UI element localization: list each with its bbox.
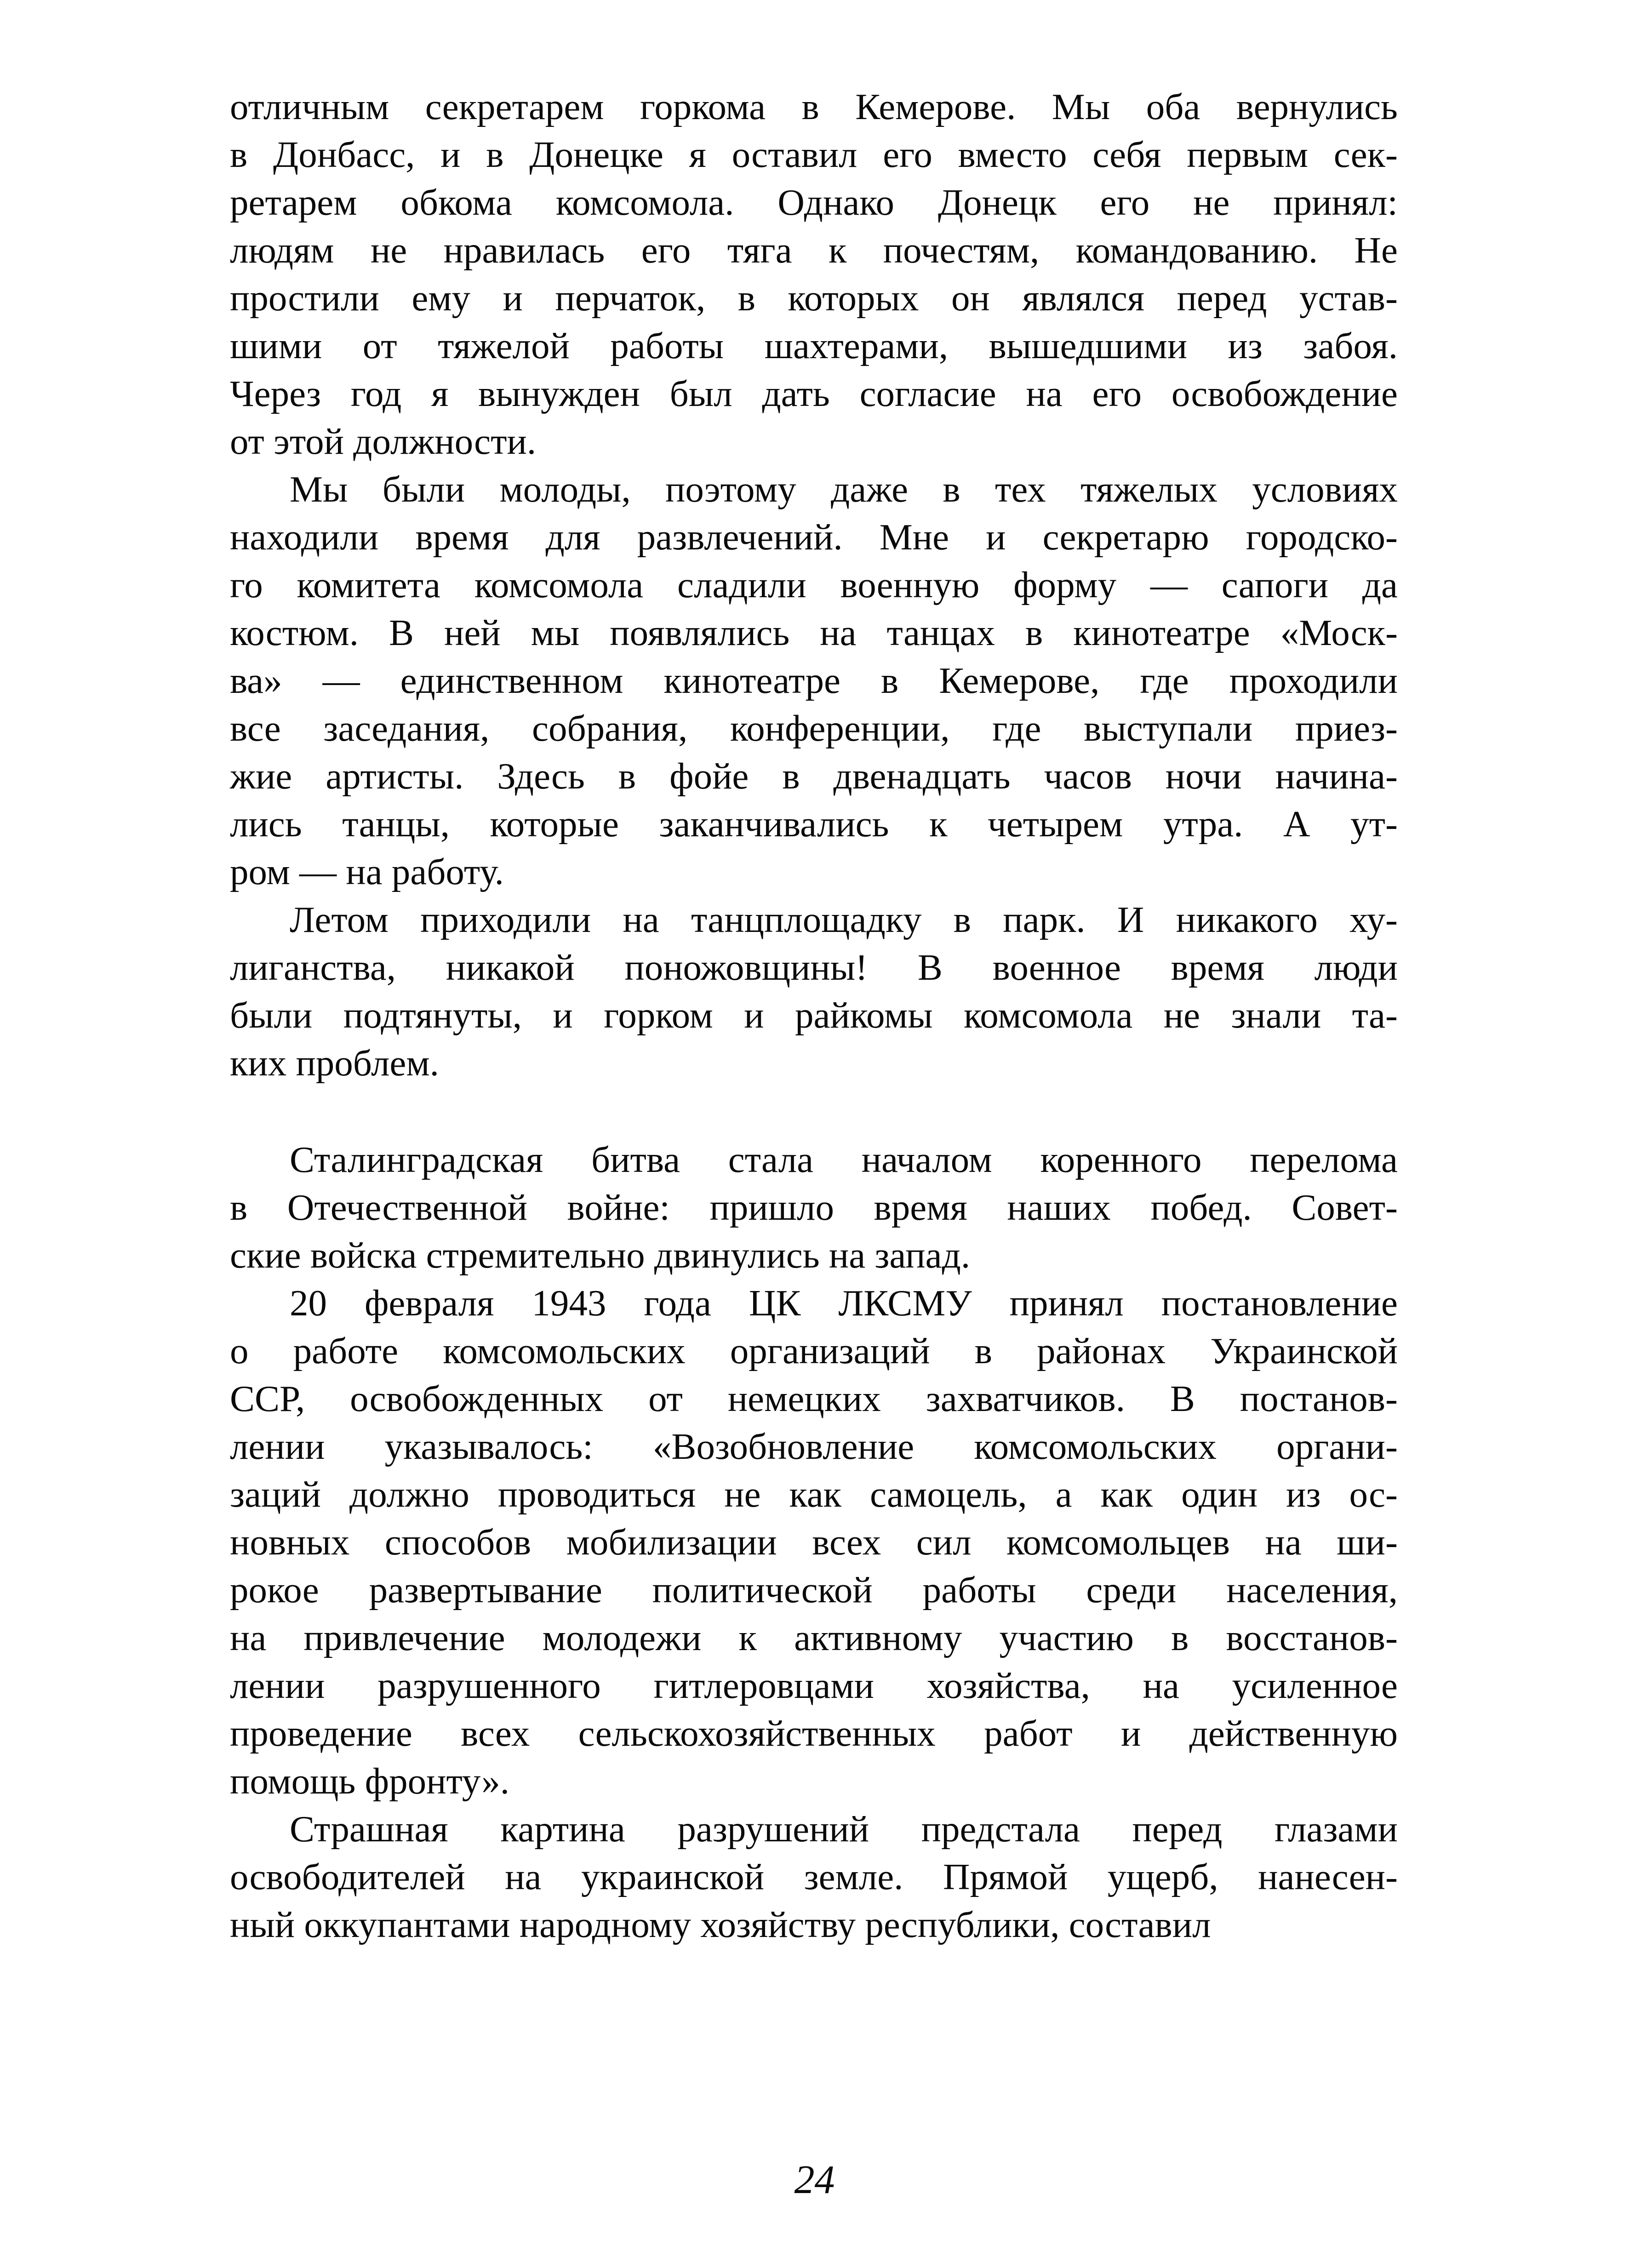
text-line: от этой должности. bbox=[230, 421, 537, 462]
text-line: го комитета комсомола сладили военную форму — сапоги да bbox=[230, 564, 1398, 606]
text-line: костюм. В ней мы появлялись на танцах в кинотеатре «Моск- bbox=[230, 612, 1398, 653]
text-line: Сталинградская битва стала началом коренного перелома bbox=[290, 1139, 1398, 1180]
text-line: рокое развертывание политической работы среди населения, bbox=[230, 1569, 1398, 1611]
text-line: помощь фронту». bbox=[230, 1760, 510, 1802]
paragraph-1 bbox=[230, 83, 1398, 465]
text-line: были подтянуты, и горком и райкомы комсомола не знали та- bbox=[230, 994, 1398, 1036]
text-line: о работе комсомольских организаций в районах Украинской bbox=[230, 1330, 1398, 1371]
text-line: жие артисты. Здесь в фойе в двенадцать часов ночи начина- bbox=[230, 755, 1398, 797]
text-line: все заседания, собрания, конференции, где выступали приез- bbox=[230, 708, 1398, 749]
paragraph-4 bbox=[230, 1136, 1398, 1279]
text-line: ный оккупантами народному хозяйству республики, составил bbox=[230, 1904, 1211, 1945]
page-number: 24 bbox=[794, 2158, 835, 2202]
upper-text-block bbox=[230, 83, 1398, 1087]
text-line: в Отечественной войне: пришло время наших побед. Совет- bbox=[230, 1187, 1398, 1228]
paragraph-5 bbox=[230, 1279, 1398, 1805]
text-line: Через год я вынужден был дать согласие на его освобождение bbox=[230, 373, 1398, 414]
paragraph-6 bbox=[230, 1805, 1398, 1948]
text-line: ретарем обкома комсомола. Однако Донецк его не принял: bbox=[230, 182, 1398, 223]
text-line: ва» — единственном кинотеатре в Кемерове, где проходили bbox=[230, 660, 1398, 701]
text-line: 20 февраля 1943 года ЦК ЛКСМУ принял постановление bbox=[290, 1282, 1398, 1324]
text-line: Страшная картина разрушений предстала перед глазами bbox=[290, 1808, 1398, 1850]
text-line: в Донбасс, и в Донецке я оставил его вместо себя первым сек- bbox=[230, 134, 1398, 175]
text-line: людям не нравилась его тяга к почестям, командованию. Не bbox=[230, 229, 1398, 271]
text-line: ких проблем. bbox=[230, 1042, 439, 1084]
text-line: Летом приходили на танцплощадку в парк. И никакого ху- bbox=[290, 899, 1398, 940]
text-line: ские войска стремительно двинулись на запад. bbox=[230, 1234, 971, 1276]
text-line: лении разрушенного гитлеровцами хозяйства, на усиленное bbox=[230, 1665, 1398, 1706]
text-line: лении указывалось: «Возобновление комсомольских органи- bbox=[230, 1426, 1398, 1467]
text-line: ром — на работу. bbox=[230, 851, 504, 892]
text-line: Мы были молоды, поэтому даже в тех тяжелых условиях bbox=[290, 468, 1398, 510]
text-line: ССР, освобожденных от немецких захватчиков. В постанов- bbox=[230, 1378, 1398, 1419]
paragraph-3 bbox=[230, 896, 1398, 1087]
text-line: освободителей на украинской земле. Прямой ущерб, нанесен- bbox=[230, 1856, 1398, 1897]
lower-text-block bbox=[230, 1136, 1398, 1948]
text-line: находили время для развлечений. Мне и секретарю городско- bbox=[230, 516, 1398, 558]
text-line: отличным секретарем горкома в Кемерове. Мы оба вернулись bbox=[230, 86, 1398, 127]
text-line: простили ему и перчаток, в которых он являлся перед устав- bbox=[230, 277, 1398, 319]
text-line: лиганства, никакой поножовщины! В военное время люди bbox=[230, 947, 1398, 988]
text-line: лись танцы, которые заканчивались к четырем утра. А ут- bbox=[230, 803, 1398, 845]
text-line: заций должно проводиться не как самоцель, а как один из ос- bbox=[230, 1474, 1398, 1515]
paragraph-2 bbox=[230, 465, 1398, 896]
text-line: шими от тяжелой работы шахтерами, вышедшими из забоя. bbox=[230, 325, 1398, 366]
text-line: проведение всех сельскохозяйственных работ и действенную bbox=[230, 1713, 1398, 1754]
text-line: на привлечение молодежи к активному участию в восстанов- bbox=[230, 1617, 1398, 1658]
text-line: новных способов мобилизации всех сил комсомольцев на ши- bbox=[230, 1521, 1398, 1563]
